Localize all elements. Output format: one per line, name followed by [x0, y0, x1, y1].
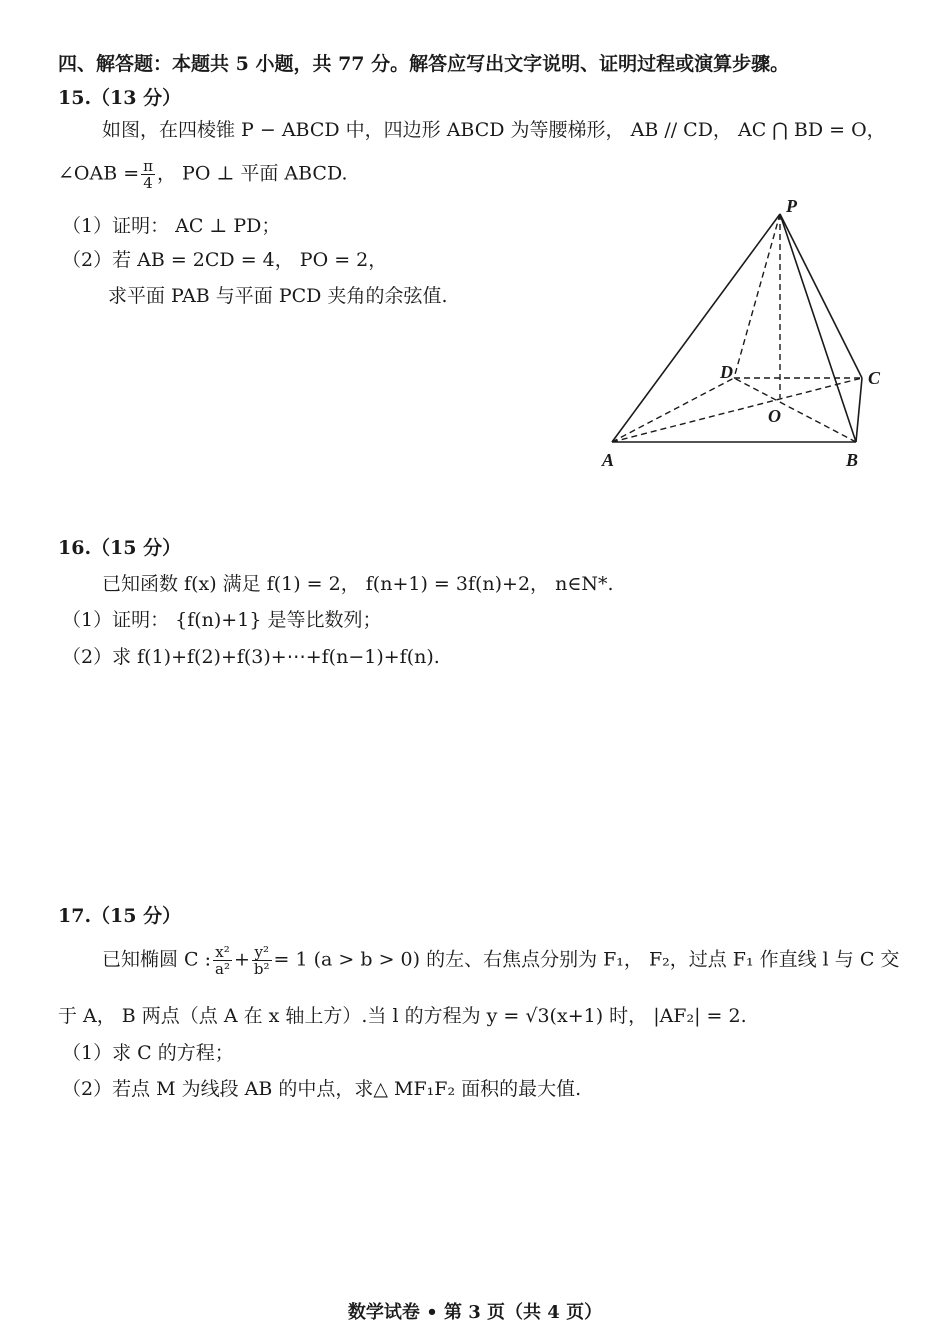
q15-po-perp: ， PO ⊥ 平面 ABCD.	[157, 162, 348, 185]
q17-stem-line2: 于 A， B 两点（点 A 在 x 轴上方）.当 l 的方程为 y = √3(x+1) 时， |AF₂| = 2.	[58, 1005, 747, 1027]
q16-stem: 已知函数 f(x) 满足 f(1) = 2， f(n+1) = 3f(n)+2， n∈N*.	[102, 573, 614, 595]
q15-part2-cont: 求平面 PAB 与平面 PCD 夹角的余弦值.	[108, 285, 448, 307]
q16-number: 16.（15 分）	[58, 537, 182, 559]
q15-stem-line2	[58, 158, 348, 191]
q17-ellipse-name: 已知椭圆 C :	[102, 948, 212, 971]
q15-angle: ∠OAB =	[58, 162, 140, 185]
q17-ellipse-condition: = 1 (a > b > 0) 的左、右焦点分别为 F₁， F₂，过点 F₁ 作直线 l 与 C 交	[273, 948, 900, 971]
q17-stem-line1	[102, 944, 899, 977]
q17-x-frac: $\frac{\text{x²}}{\text{a²}}$	[215, 943, 230, 978]
page-footer: 数学试卷 • 第 3 页（共 4 页）	[347, 1302, 603, 1323]
q17-part2: （2）若点 M 为线段 AB 的中点，求△ MF₁F₂ 面积的最大值.	[62, 1078, 582, 1100]
q17-y-frac: $\frac{\text{y²}}{\text{b²}}$	[253, 943, 270, 978]
q17-number: 17.（15 分）	[58, 905, 182, 927]
section-heading: 四、解答题：本题共 5 小题，共 77 分。解答应写出文字说明、证明过程或演算步骤。	[58, 53, 790, 75]
label-P: P	[786, 198, 797, 216]
label-D: D	[720, 362, 733, 382]
label-B: B	[846, 450, 859, 470]
q16-part2: （2）求 f(1)+f(2)+f(3)+⋯+f(n−1)+f(n).	[62, 646, 440, 668]
label-A: A	[602, 450, 615, 470]
q16-part1: （1）证明： {f(n)+1} 是等比数列；	[62, 609, 382, 631]
q15-stem-line1: 如图，在四棱锥 P − ABCD 中，四边形 ABCD 为等腰梯形， AB // CD， AC ⋂ BD = O，	[102, 119, 886, 141]
q15-part2: （2）若 AB = 2CD = 4， PO = 2，	[62, 249, 388, 271]
label-O: O	[768, 406, 781, 426]
q15-part1: （1）证明： AC ⊥ PD；	[62, 215, 281, 237]
q15-number: 15.（13 分）	[58, 87, 182, 109]
pyramid-figure	[600, 198, 900, 474]
q15-pi-over-4: $\frac{\pi}{4}$	[143, 157, 153, 192]
label-C: C	[868, 368, 881, 388]
q17-plus: +	[234, 948, 250, 971]
q17-part1: （1）求 C 的方程；	[62, 1042, 234, 1064]
